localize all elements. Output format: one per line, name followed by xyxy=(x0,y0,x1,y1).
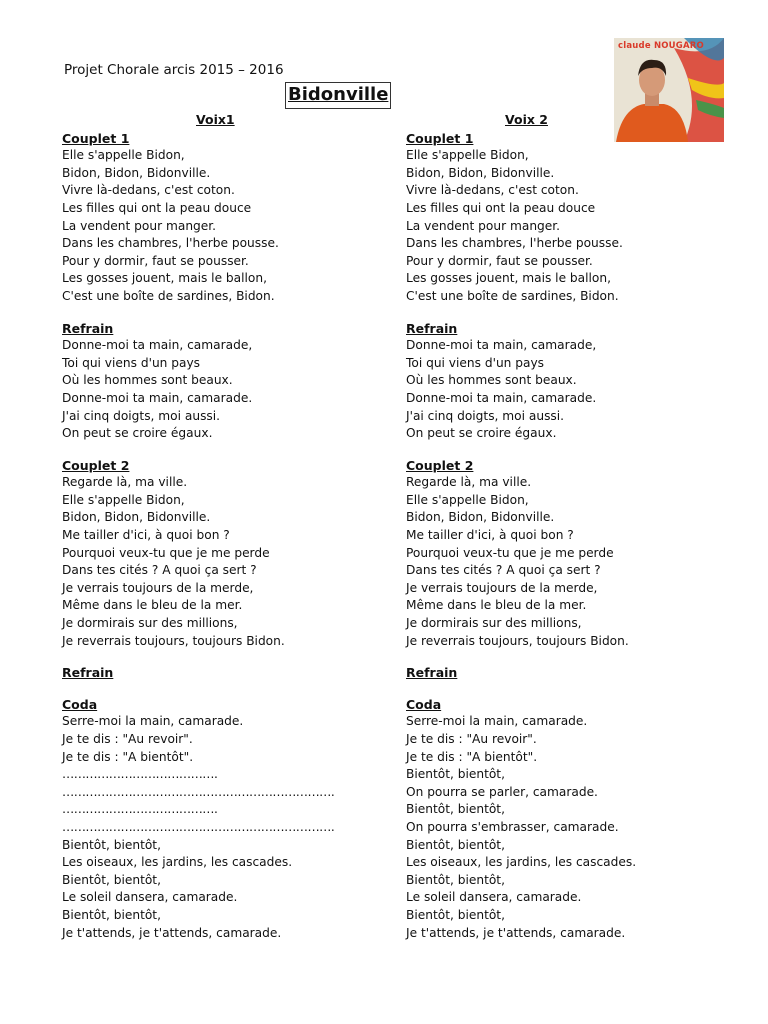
lyric-line: Elle s'appelle Bidon, xyxy=(406,148,529,163)
lyric-line: Bientôt, bientôt, xyxy=(406,767,505,782)
lyric-line: Bientôt, bientôt, xyxy=(406,872,505,887)
lyric-line: Elle s'appelle Bidon, xyxy=(62,492,185,507)
lyric-line: Donne-moi ta main, camarade. xyxy=(62,390,253,405)
lyric-line: Je verrais toujours de la merde, xyxy=(406,580,598,595)
lyric-line: Vivre là-dedans, c'est coton. xyxy=(62,183,235,198)
lyric-line: Bidon, Bidon, Bidonville. xyxy=(406,165,555,180)
voice-1-column xyxy=(62,112,382,942)
section-title: Couplet 1 xyxy=(62,130,130,146)
section-title: Coda xyxy=(62,696,98,712)
lyric-line: Je te dis : "A bientôt". xyxy=(62,749,194,764)
lyric-line: Toi qui viens d'un pays xyxy=(62,355,201,370)
section-title: Refrain xyxy=(406,320,458,336)
lyric-line: On peut se croire égaux. xyxy=(62,426,213,441)
lyric-line: Dans tes cités ? A quoi ça sert ? xyxy=(406,563,601,578)
lyric-line: Pourquoi veux-tu que je me perde xyxy=(406,545,614,560)
lyric-line: Je te dis : "Au revoir". xyxy=(62,732,193,746)
project-header: Projet Chorale arcis 2015 – 2016 xyxy=(64,62,284,78)
lyric-line: Pourquoi veux-tu que je me perde xyxy=(62,545,270,560)
lyric-line: J'ai cinq doigts, moi aussi. xyxy=(62,408,221,423)
lyric-line: Bientôt, bientôt, xyxy=(406,907,505,922)
lyric-line: J'ai cinq doigts, moi aussi. xyxy=(406,408,565,423)
lyric-line: On pourra s'embrasser, camarade. xyxy=(406,819,619,834)
lyric-line: Je dormirais sur des millions, xyxy=(406,616,582,631)
lyric-line: Bientôt, bientôt, xyxy=(62,837,161,852)
lyric-line: Les oiseaux, les jardins, les cascades. xyxy=(406,855,637,870)
lyric-line: Je reverrais toujours, toujours Bidon. xyxy=(406,633,629,648)
lyric-line: Même dans le bleu de la mer. xyxy=(406,598,587,613)
song-title: Bidonville xyxy=(285,82,391,109)
lyric-line: Je te dis : "Au revoir". xyxy=(406,732,537,746)
lyric-line: Dans les chambres, l'herbe pousse. xyxy=(62,236,279,251)
lyric-line: Pour y dormir, faut se pousser. xyxy=(62,253,249,268)
lyric-line: Serre-moi la main, camarade. xyxy=(62,714,244,729)
section-title: Couplet 2 xyxy=(406,457,474,473)
lyric-line: Bidon, Bidon, Bidonville. xyxy=(406,510,555,525)
section-title: Coda xyxy=(406,696,442,712)
lyric-line: Même dans le bleu de la mer. xyxy=(62,598,243,613)
lyric-line: Donne-moi ta main, camarade. xyxy=(406,390,597,405)
lyric-line: Bidon, Bidon, Bidonville. xyxy=(62,165,211,180)
lyric-line: …………………………………. xyxy=(62,802,218,817)
voice-2-column xyxy=(406,112,726,942)
lyric-line: Dans les chambres, l'herbe pousse. xyxy=(406,236,623,251)
lyric-line: Bientôt, bientôt, xyxy=(62,907,161,922)
lyric-line: Toi qui viens d'un pays xyxy=(406,355,545,370)
lyric-line: Bientôt, bientôt, xyxy=(406,837,505,852)
voice-2-label: Voix 2 xyxy=(505,112,548,127)
lyric-line: Les filles qui ont la peau douce xyxy=(406,200,596,215)
lyric-line: Elle s'appelle Bidon, xyxy=(62,148,185,163)
section-title: Refrain xyxy=(406,665,458,681)
lyric-line: Regarde là, ma ville. xyxy=(406,475,532,490)
lyric-line: Le soleil dansera, camarade. xyxy=(62,890,238,905)
lyric-line: On peut se croire égaux. xyxy=(406,426,557,441)
lyric-line: C'est une boîte de sardines, Bidon. xyxy=(62,288,275,303)
lyric-line: Bientôt, bientôt, xyxy=(406,802,505,817)
section-title: Refrain xyxy=(62,665,114,681)
lyric-line: On pourra se parler, camarade. xyxy=(406,784,598,799)
lyric-line: Elle s'appelle Bidon, xyxy=(406,492,529,507)
lyric-line: Me tailler d'ici, à quoi bon ? xyxy=(406,528,574,543)
album-artist-name: claude NOUGARO xyxy=(618,41,704,51)
lyric-line: La vendent pour manger. xyxy=(62,218,217,233)
lyric-line: Vivre là-dedans, c'est coton. xyxy=(406,183,579,198)
lyric-line: Je dormirais sur des millions, xyxy=(62,616,238,631)
section-title: Couplet 2 xyxy=(62,457,130,473)
lyric-line: Le soleil dansera, camarade. xyxy=(406,890,582,905)
lyric-line: Je t'attends, je t'attends, camarade. xyxy=(406,925,626,940)
lyric-line: Les oiseaux, les jardins, les cascades. xyxy=(62,855,293,870)
lyric-line: Les gosses jouent, mais le ballon, xyxy=(406,271,611,286)
lyric-line: Regarde là, ma ville. xyxy=(62,475,188,490)
lyric-line: Bientôt, bientôt, xyxy=(62,872,161,887)
lyric-line: ……………………………………………………………. xyxy=(62,819,335,834)
lyric-line: Donne-moi ta main, camarade, xyxy=(62,338,253,353)
section-title: Refrain xyxy=(62,320,114,336)
lyric-line: ……………………………………………………………. xyxy=(62,784,335,799)
lyric-line: Je te dis : "A bientôt". xyxy=(406,749,538,764)
lyric-line: Dans tes cités ? A quoi ça sert ? xyxy=(62,563,257,578)
lyric-line: …………………………………. xyxy=(62,767,218,782)
lyric-line: Serre-moi la main, camarade. xyxy=(406,714,588,729)
lyric-line: Bidon, Bidon, Bidonville. xyxy=(62,510,211,525)
lyric-line: C'est une boîte de sardines, Bidon. xyxy=(406,288,619,303)
lyric-line: Les filles qui ont la peau douce xyxy=(62,200,252,215)
lyric-line: Je verrais toujours de la merde, xyxy=(62,580,254,595)
lyric-line: Me tailler d'ici, à quoi bon ? xyxy=(62,528,230,543)
lyric-line: Pour y dormir, faut se pousser. xyxy=(406,253,593,268)
lyric-line: Je reverrais toujours, toujours Bidon. xyxy=(62,633,285,648)
lyric-line: Les gosses jouent, mais le ballon, xyxy=(62,271,267,286)
lyric-line: Où les hommes sont beaux. xyxy=(406,373,577,388)
lyric-line: Je t'attends, je t'attends, camarade. xyxy=(62,925,282,940)
lyric-line: Où les hommes sont beaux. xyxy=(62,373,233,388)
lyric-line: La vendent pour manger. xyxy=(406,218,561,233)
lyric-line: Donne-moi ta main, camarade, xyxy=(406,338,597,353)
voice-1-label: Voix1 xyxy=(196,112,235,127)
section-title: Couplet 1 xyxy=(406,130,474,146)
